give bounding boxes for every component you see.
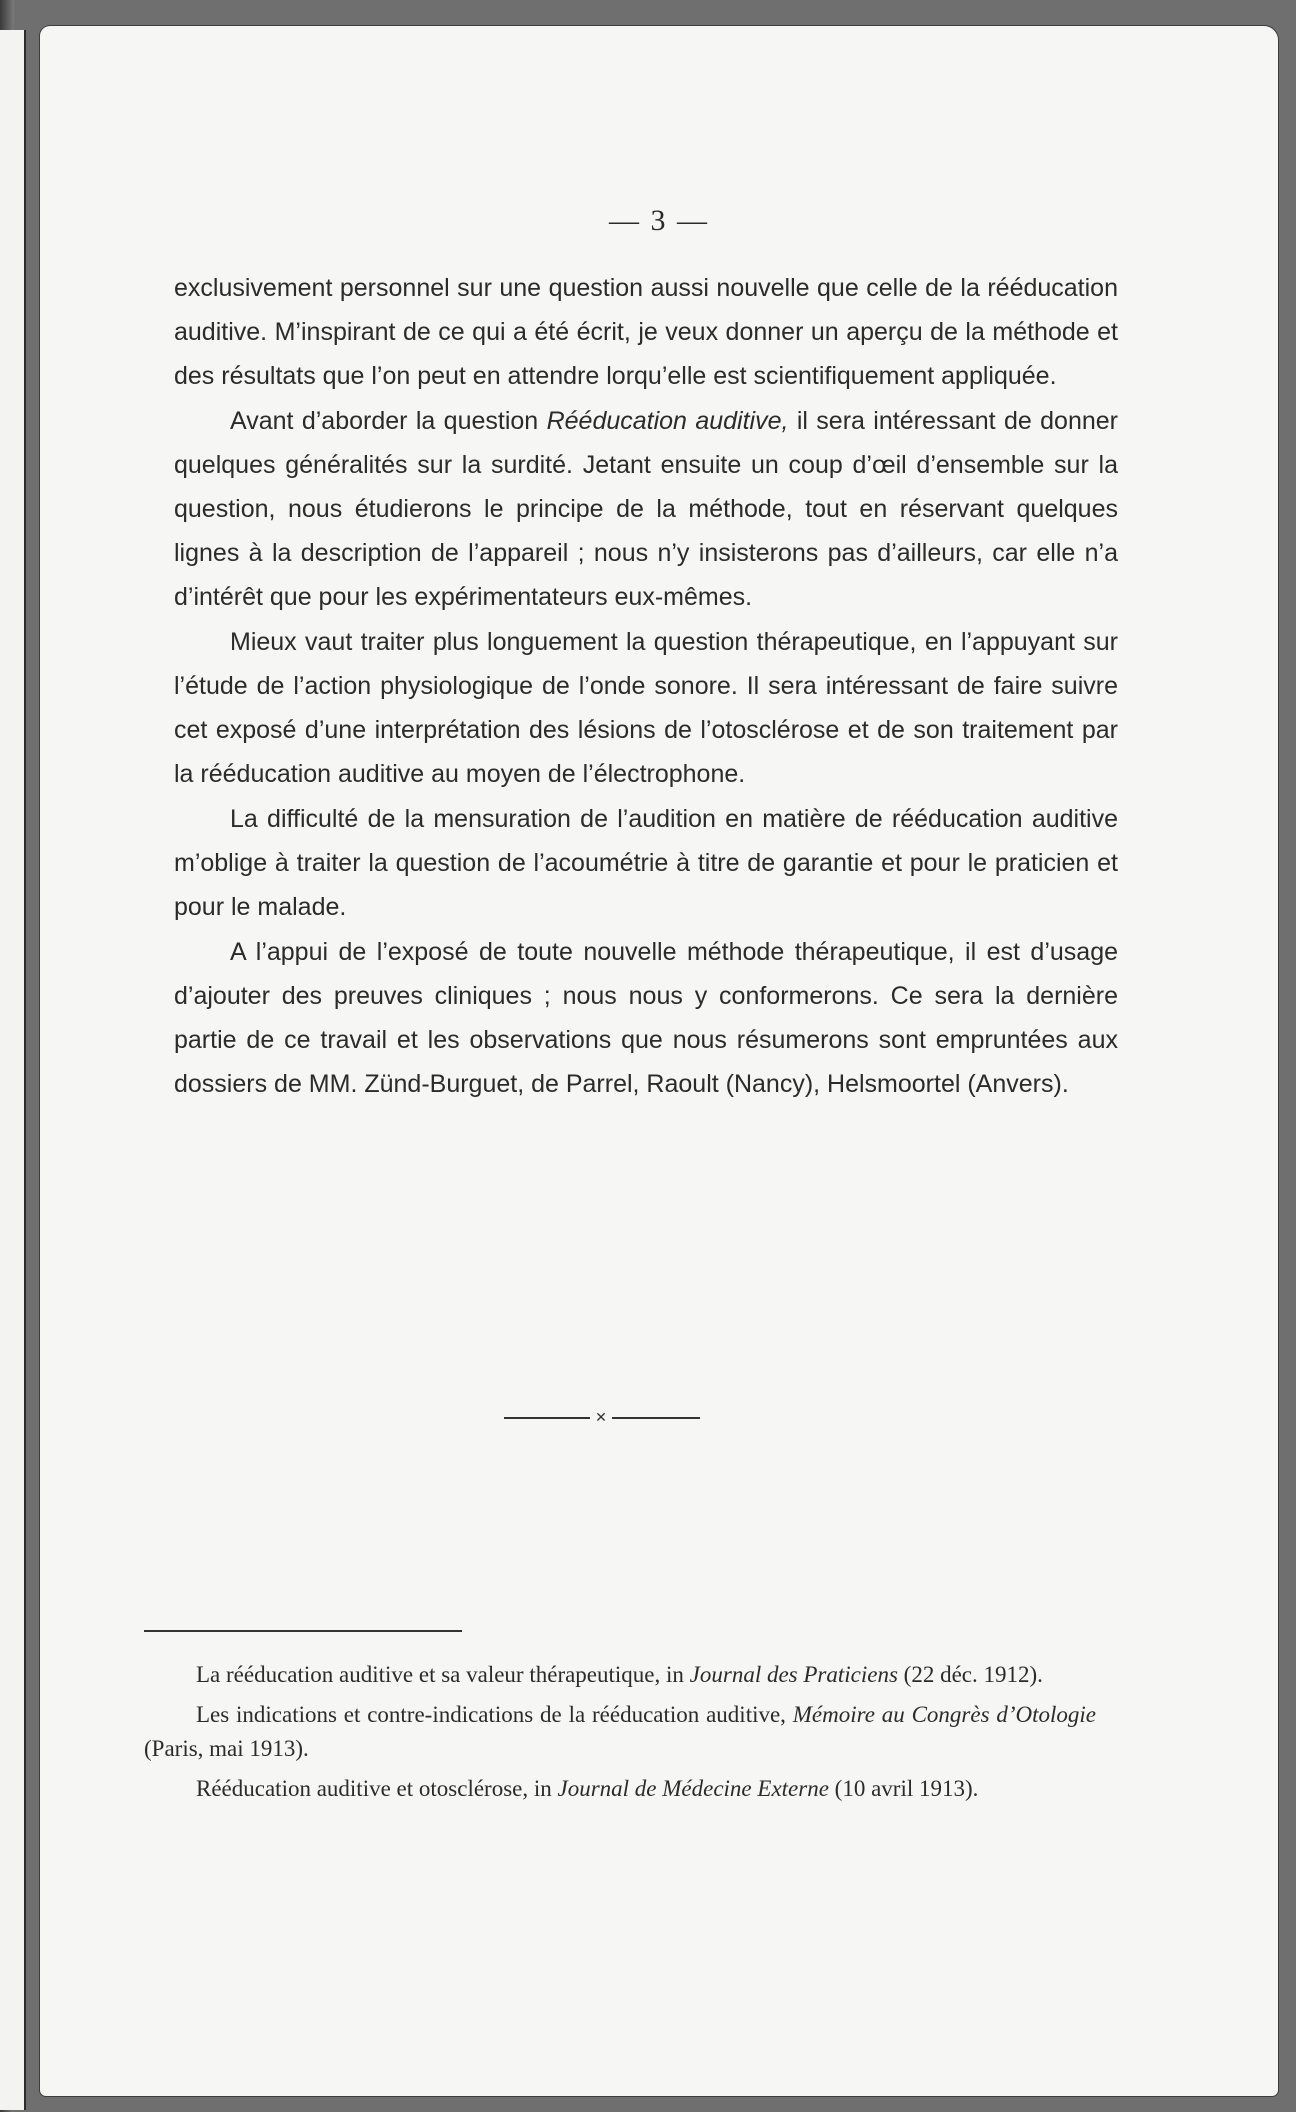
paragraph-2-text-b: il sera intéressant de donner quelques généralités sur la surdité. Jetant ensuite un coup d’œil d’ensemble sur la question, nous étudierons le principe de la méthode, tout en réservant quelques lignes à la description de l’appareil ; nous n’y insisterons pas d’ailleurs, car elle n’a d’intérêt que pour les expérimentateurs eux-mêmes. xyxy=(174,407,1118,611)
paragraph-5 xyxy=(174,930,1118,1106)
footnote-2-text-a: Les indications et contre-indications de la rééducation auditive, xyxy=(196,1702,793,1727)
divider-line-left xyxy=(504,1417,590,1419)
document-page xyxy=(40,26,1278,2096)
footnote-1-text-a: La rééducation auditive et sa valeur thérapeutique, in xyxy=(196,1662,690,1687)
paragraph-2-italic-title: Rééducation auditive, xyxy=(546,407,789,435)
paragraph-2-text-a: Avant d’aborder la question xyxy=(230,407,547,435)
divider-line-right xyxy=(612,1417,700,1419)
paragraph-4 xyxy=(174,797,1118,929)
paragraph-5-text: A l’appui de l’exposé de toute nouvelle méthode thérapeutique, il est d’usage d’ajouter des preuves cliniques ; nous nous y conformerons. Ce sera la dernière partie de ce travail et les observations que nous résumerons sont empruntées aux dossiers de MM. Zünd-Burguet, de Parrel, Raoult (Nancy), Helsmoortel (Anvers). xyxy=(174,938,1118,1098)
footnote-rule xyxy=(144,1630,462,1632)
paragraph-4-text: La difficulté de la mensuration de l’audition en matière de rééducation auditive m’oblige à traiter la question de l’acoumétrie à titre de garantie et pour le praticien et pour le malade. xyxy=(174,805,1118,921)
footnote-2 xyxy=(144,1698,1096,1766)
paragraph-1-text: exclusivement personnel sur une question aussi nouvelle que celle de la rééducation auditive. M’inspirant de ce qui a été écrit, je veux donner un aperçu de la méthode et des résultats que l’on peut en attendre lorqu’elle est scientifiquement appliquée. xyxy=(174,274,1118,390)
body-text xyxy=(174,266,1118,1107)
footnote-2-text-b: (Paris, mai 1913). xyxy=(144,1736,309,1761)
paragraph-3 xyxy=(174,620,1118,796)
divider-ornament-icon: ✕ xyxy=(595,1410,607,1426)
facing-page-edge xyxy=(0,30,26,2110)
footnote-3-journal: Journal de Médecine Externe xyxy=(557,1776,829,1801)
footnote-3-text-b: (10 avril 1913). xyxy=(828,1776,979,1801)
footnote-3 xyxy=(144,1772,1096,1806)
footnotes xyxy=(144,1658,1096,1812)
footnote-1-journal: Journal des Praticiens xyxy=(689,1662,898,1687)
footnote-1 xyxy=(144,1658,1096,1692)
paragraph-2 xyxy=(174,399,1118,619)
footnote-2-memoire: Mémoire au Congrès d’Otologie xyxy=(792,1702,1096,1727)
footnote-1-text-b: (22 déc. 1912). xyxy=(897,1662,1043,1687)
page-number: — 3 — xyxy=(609,204,709,237)
section-divider-ornament xyxy=(504,1408,700,1428)
paragraph-1 xyxy=(174,266,1118,398)
paragraph-3-text: Mieux vaut traiter plus longuement la question thérapeutique, en l’appuyant sur l’étude de l’action physiologique de l’onde sonore. Il sera intéressant de faire suivre cet exposé d’une interprétation des lésions de l’otosclérose et de son traitement par la rééducation auditive au moyen de l’électrophone. xyxy=(174,628,1118,788)
footnote-3-text-a: Rééducation auditive et otosclérose, in xyxy=(196,1776,558,1801)
